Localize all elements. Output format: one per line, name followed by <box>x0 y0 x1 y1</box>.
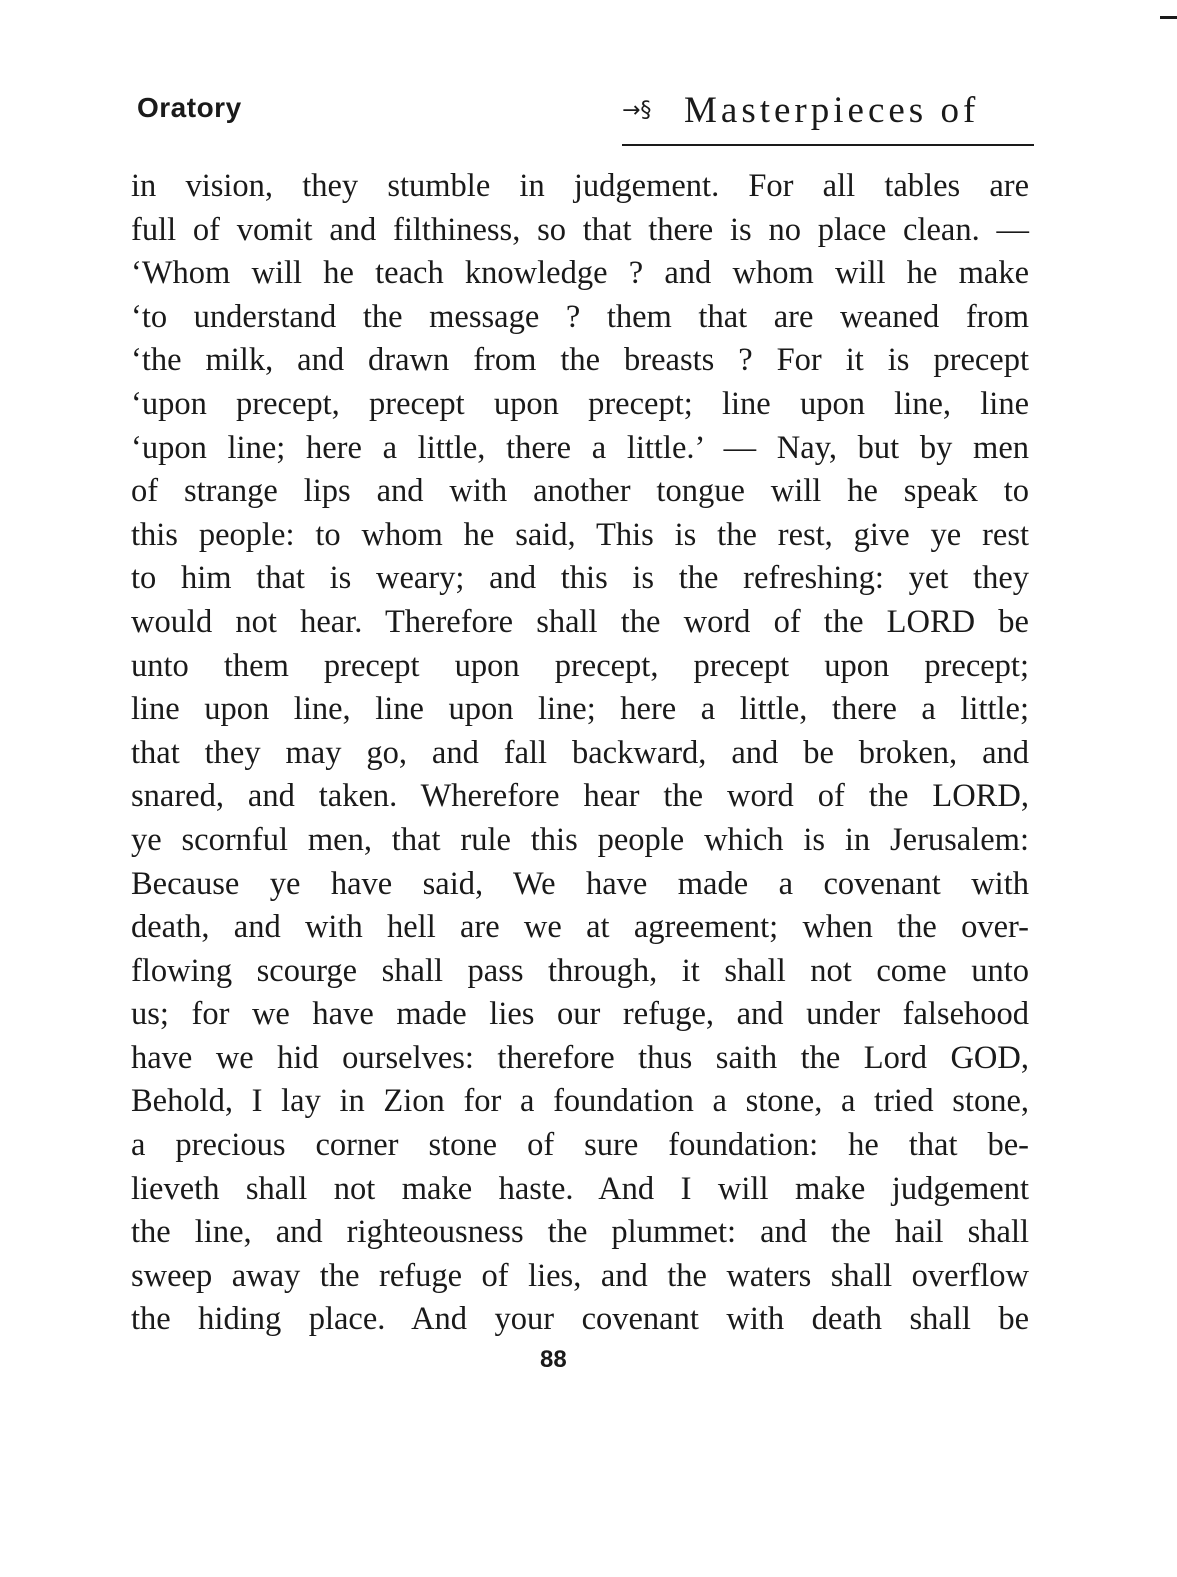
text-line: Because ye have said, We have made a covenant with <box>131 865 1029 902</box>
text-line: of strange lips and with another tongue will he speak to <box>131 473 1029 510</box>
page-number: 88 <box>540 1346 567 1373</box>
text-line: ‘the milk, and drawn from the breasts ? For it is precept <box>131 342 1029 379</box>
text-line: full of vomit and filthiness, so that there is no place clean. — <box>131 211 1029 248</box>
text-line: to him that is weary; and this is the refreshing: yet they <box>131 560 1029 597</box>
text-line: the line, and righteousness the plummet: and the hail shall <box>131 1214 1029 1251</box>
text-line: the hiding place. And your covenant with death shall be <box>131 1301 1029 1338</box>
text-line: ‘Whom will he teach knowledge ? and whom will he make <box>131 255 1029 292</box>
text-line: us; for we have made lies our refuge, and under falsehood <box>131 996 1029 1033</box>
text-line: sweep away the refuge of lies, and the waters shall overflow <box>131 1257 1029 1294</box>
text-line: that they may go, and fall backward, and be broken, and <box>131 734 1029 771</box>
text-line: a precious corner stone of sure foundation: he that be- <box>131 1127 1029 1164</box>
text-line: snared, and taken. Wherefore hear the word of the LORD, <box>131 778 1029 815</box>
text-line: in vision, they stumble in judgement. For all tables are <box>131 168 1029 204</box>
section-heading: Oratory <box>137 92 242 123</box>
scan-edge-mark <box>1160 16 1177 19</box>
text-line: have we hid ourselves: therefore thus saith the Lord GOD, <box>131 1039 1029 1076</box>
text-line: death, and with hell are we at agreement; when the over- <box>131 909 1029 946</box>
running-title: Masterpieces of <box>684 90 980 131</box>
text-line: would not hear. Therefore shall the word of the LORD be <box>131 603 1029 640</box>
body-text <box>131 165 1029 1342</box>
text-line: ‘to understand the message ? them that are weaned from <box>131 298 1029 335</box>
text-line: Behold, I lay in Zion for a foundation a stone, a tried stone, <box>131 1083 1029 1120</box>
text-line: this people: to whom he said, This is the rest, give ye rest <box>131 516 1029 553</box>
running-header <box>622 88 1034 146</box>
text-line: line upon line, line upon line; here a little, there a little; <box>131 691 1029 728</box>
text-line: ‘upon precept, precept upon precept; line upon line, line <box>131 385 1029 422</box>
text-line: ye scornful men, that rule this people which is in Jerusalem: <box>131 821 1029 858</box>
text-line: lieveth shall not make haste. And I will make judgement <box>131 1170 1029 1207</box>
ornament-icon: →§ <box>622 98 652 123</box>
text-line: flowing scourge shall pass through, it shall not come unto <box>131 952 1029 989</box>
text-line: unto them precept upon precept, precept upon precept; <box>131 647 1029 684</box>
text-line: ‘upon line; here a little, there a little.’ — Nay, but by men <box>131 429 1029 466</box>
